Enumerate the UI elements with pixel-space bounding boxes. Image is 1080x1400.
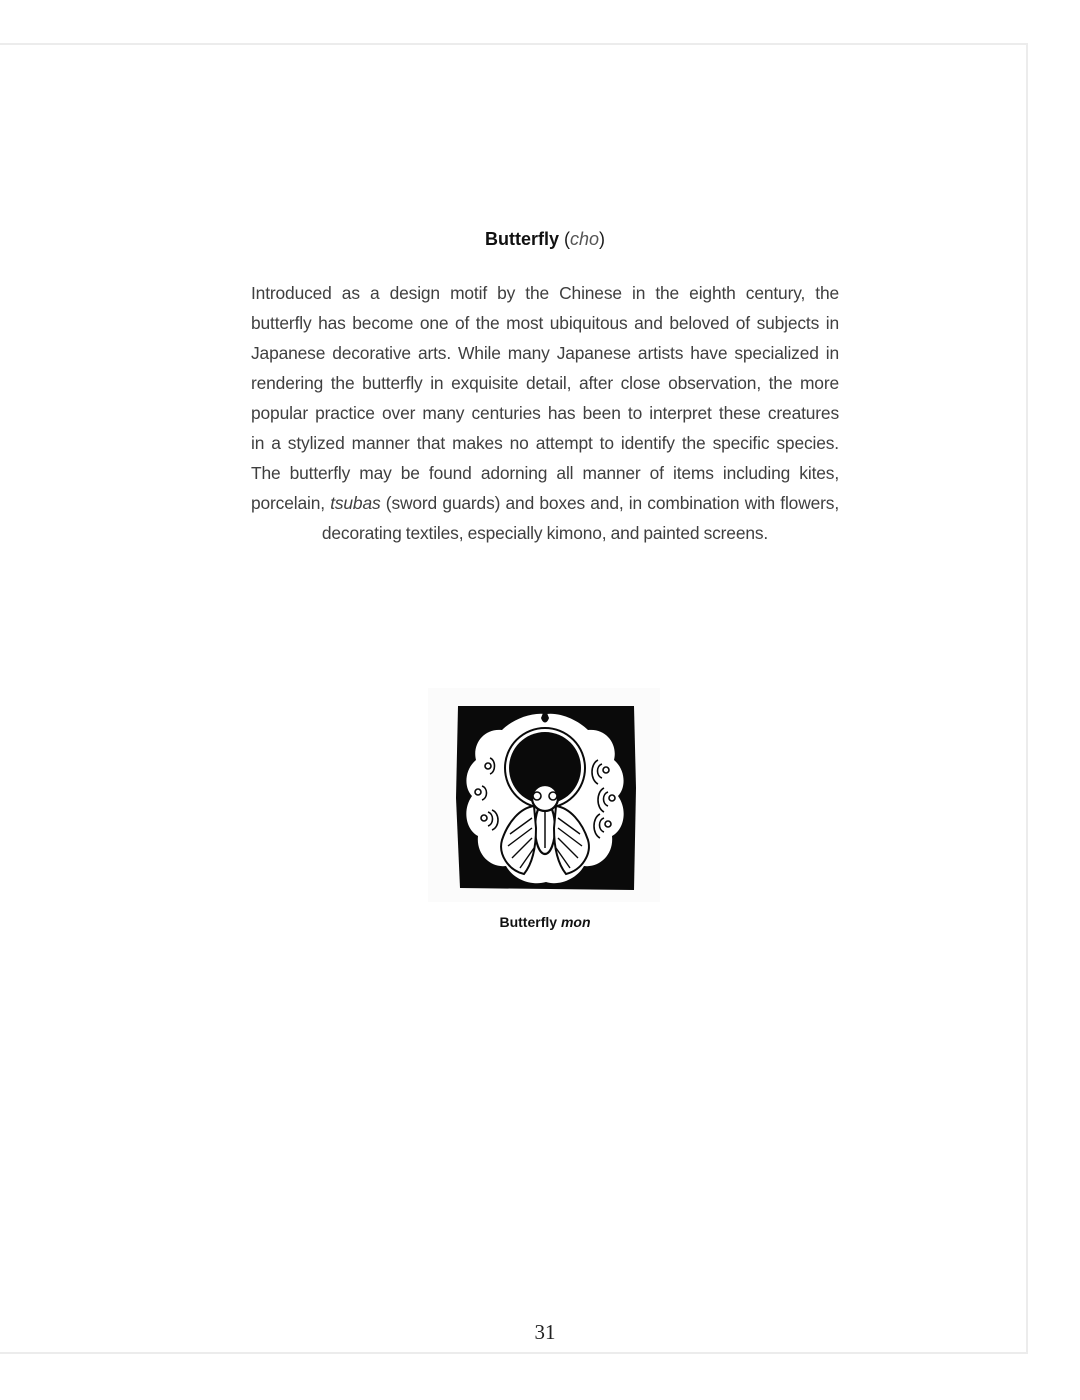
title-japanese-term: cho [570,229,600,249]
paragraph-line: butterfly has become one of the most ubiquitous and beloved of subjects in [251,313,839,333]
paragraph-italic-term: tsubas [330,493,381,513]
section-title [0,229,1080,250]
title-open-paren: ( [564,229,570,249]
paragraph-line: popular practice over many centuries has been to interpret these creatures [251,403,839,423]
paragraph-line: Introduced as a design motif by the Chinese in the eighth century, the [251,283,839,303]
paragraph-text: (sword guards) and boxes and, in combination with flowers, [380,493,840,513]
paragraph-line: Japanese decorative arts. While many Japanese artists have specialized in [251,343,839,363]
caption-term: mon [560,914,591,930]
paragraph-line: decorating textiles, especially kimono, and painted screens. [321,523,769,543]
paragraph-line: in a stylized manner that makes no attempt to identify the specific species. [251,433,839,453]
caption-main: Butterfly [499,914,558,930]
title-main: Butterfly [484,229,559,249]
butterfly-mon-figure [428,688,660,902]
paragraph-line: rendering the butterfly in exquisite detail, after close observation, the more [251,373,839,393]
figure-caption [0,914,1080,930]
paragraph-line [251,488,839,518]
page-number: 31 [534,1320,556,1344]
paragraph-line: The butterfly may be found adorning all manner of items including kites, [251,463,839,483]
body-paragraph [251,278,839,548]
butterfly-mon-icon [428,688,660,902]
paragraph-text: porcelain, [251,493,331,513]
title-close-paren: ) [599,229,606,249]
